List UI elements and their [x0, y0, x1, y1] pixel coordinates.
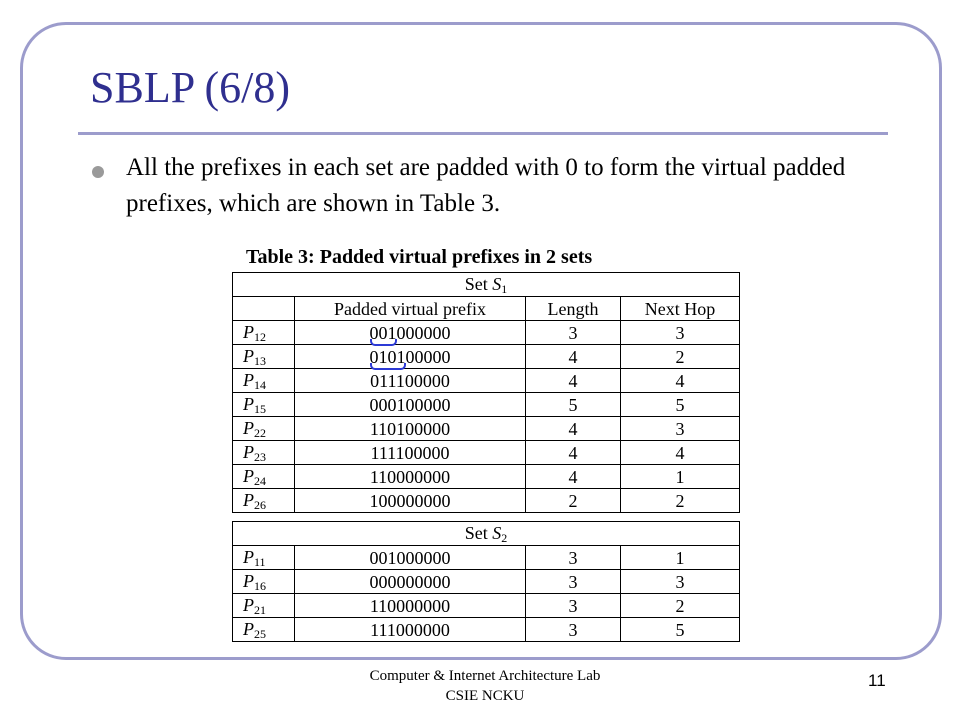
- length-cell: 2: [526, 489, 621, 513]
- padded-prefix-value: 000000000: [369, 571, 451, 592]
- header-length: Length: [526, 297, 621, 321]
- prefix-label-subscript: 12: [254, 329, 266, 344]
- set-2-subscript: 2: [501, 530, 508, 545]
- prefix-label-subscript: 13: [254, 353, 266, 368]
- length-cell: 3: [526, 570, 621, 594]
- prefix-label: [233, 489, 295, 513]
- table-row: [233, 489, 740, 513]
- set-1-symbol: S: [492, 273, 502, 294]
- prefix-label: [233, 618, 295, 642]
- table-row: [233, 417, 740, 441]
- prefix-label-base: P: [243, 417, 254, 438]
- set-1-header: [233, 273, 740, 297]
- header-next-hop: Next Hop: [621, 297, 740, 321]
- table-row: [233, 441, 740, 465]
- table-row: [233, 570, 740, 594]
- footer-lab: Computer & Internet Architecture Lab: [369, 668, 601, 684]
- padded-prefix-value: 011100000: [370, 370, 450, 391]
- bullet-text: All the prefixes in each set are padded with 0 to form the virtual padded prefixes, which are shown in Table 3.: [126, 154, 846, 217]
- padded-prefix-value: 001000000: [369, 547, 451, 568]
- set-2-header: [233, 522, 740, 546]
- prefix-label-subscript: 26: [254, 497, 266, 512]
- prefix-label: [233, 441, 295, 465]
- prefix-label-base: P: [243, 618, 254, 639]
- footer: [300, 666, 670, 706]
- next-hop-cell: 3: [621, 570, 740, 594]
- padded-prefix-cell: [295, 345, 526, 369]
- padded-prefix-cell: [295, 594, 526, 618]
- prefix-highlight-underline: [370, 363, 406, 370]
- next-hop-cell: 3: [621, 417, 740, 441]
- padded-prefix-value: 110000000: [369, 595, 451, 616]
- table-row: [233, 393, 740, 417]
- prefix-label-subscript: 15: [254, 401, 266, 416]
- next-hop-cell: 4: [621, 369, 740, 393]
- prefix-label-base: P: [243, 321, 254, 342]
- prefix-label-base: P: [243, 570, 254, 591]
- next-hop-cell: 1: [621, 465, 740, 489]
- next-hop-cell: 5: [621, 618, 740, 642]
- padded-prefix-cell: [295, 465, 526, 489]
- padded-prefix-cell: [295, 618, 526, 642]
- padded-prefix-cell: [295, 369, 526, 393]
- prefix-label: [233, 465, 295, 489]
- padded-prefix-cell: [295, 570, 526, 594]
- padded-prefix-value: 110000000: [369, 466, 451, 487]
- prefix-label-base: P: [243, 489, 254, 510]
- next-hop-cell: 2: [621, 345, 740, 369]
- padded-prefix-value: 001000000: [370, 324, 451, 342]
- prefix-label-base: P: [243, 594, 254, 615]
- footer-dept: CSIE NCKU: [445, 688, 525, 704]
- length-cell: 3: [526, 321, 621, 345]
- prefix-label-base: P: [243, 369, 254, 390]
- next-hop-cell: 4: [621, 441, 740, 465]
- prefix-label-base: P: [243, 546, 254, 567]
- prefix-label-base: P: [243, 465, 254, 486]
- set-2-symbol: S: [492, 522, 502, 543]
- length-cell: 4: [526, 369, 621, 393]
- padded-prefix-value: 100000000: [369, 490, 451, 511]
- length-cell: 3: [526, 594, 621, 618]
- header-prefix: Padded virtual prefix: [295, 297, 526, 321]
- table-row: [233, 321, 740, 345]
- prefix-label-subscript: 23: [254, 449, 266, 464]
- padded-prefix-value: 000100000: [369, 394, 451, 415]
- padded-prefix-cell: [295, 441, 526, 465]
- prefix-label: [233, 594, 295, 618]
- prefix-label: [233, 570, 295, 594]
- prefix-label-subscript: 11: [254, 554, 266, 569]
- prefix-label-base: P: [243, 393, 254, 414]
- set-1-label: Set: [464, 273, 488, 294]
- table-row: [233, 369, 740, 393]
- prefix-label-subscript: 21: [254, 602, 266, 617]
- table-set-1: [232, 272, 740, 513]
- next-hop-cell: 2: [621, 594, 740, 618]
- table-row: [233, 546, 740, 570]
- table-row: [233, 594, 740, 618]
- next-hop-cell: 3: [621, 321, 740, 345]
- header-empty: [233, 297, 295, 321]
- title-divider: [78, 132, 888, 135]
- prefix-label: [233, 393, 295, 417]
- length-cell: 4: [526, 417, 621, 441]
- table-caption: Table 3: Padded virtual prefixes in 2 sets: [246, 246, 593, 268]
- prefix-label: [233, 417, 295, 441]
- prefix-label-subscript: 16: [254, 578, 266, 593]
- table-set-2: [232, 521, 740, 642]
- page-number: 11: [868, 671, 886, 690]
- length-cell: 3: [526, 546, 621, 570]
- padded-prefix-value: 110100000: [369, 418, 451, 439]
- prefix-label: [233, 546, 295, 570]
- table-row: [233, 345, 740, 369]
- padded-prefix-cell: [295, 321, 526, 345]
- padded-prefix-cell: [295, 489, 526, 513]
- bullet-icon: [92, 166, 104, 178]
- set-1-subscript: 1: [501, 281, 508, 296]
- slide-title: SBLP (6/8): [90, 63, 291, 112]
- length-cell: 4: [526, 345, 621, 369]
- next-hop-cell: 2: [621, 489, 740, 513]
- length-cell: 5: [526, 393, 621, 417]
- prefix-label-subscript: 22: [254, 425, 266, 440]
- length-cell: 3: [526, 618, 621, 642]
- prefix-label: [233, 369, 295, 393]
- next-hop-cell: 1: [621, 546, 740, 570]
- length-cell: 4: [526, 441, 621, 465]
- padded-prefix-cell: [295, 546, 526, 570]
- prefix-label-subscript: 25: [254, 626, 266, 641]
- padded-prefix-cell: [295, 417, 526, 441]
- length-cell: 4: [526, 465, 621, 489]
- padded-prefix-value: 010100000: [370, 348, 451, 366]
- prefix-label: [233, 345, 295, 369]
- table-row: [233, 618, 740, 642]
- prefix-label: [233, 321, 295, 345]
- prefix-label-base: P: [243, 441, 254, 462]
- prefix-label-subscript: 14: [254, 377, 266, 392]
- padded-prefix-cell: [295, 393, 526, 417]
- prefix-label-subscript: 24: [254, 473, 266, 488]
- padded-prefix-value: 111000000: [370, 619, 450, 640]
- table-row: [233, 465, 740, 489]
- padded-prefix-value: 111100000: [370, 442, 450, 463]
- prefix-label-base: P: [243, 345, 254, 366]
- set-2-label: Set: [464, 522, 488, 543]
- next-hop-cell: 5: [621, 393, 740, 417]
